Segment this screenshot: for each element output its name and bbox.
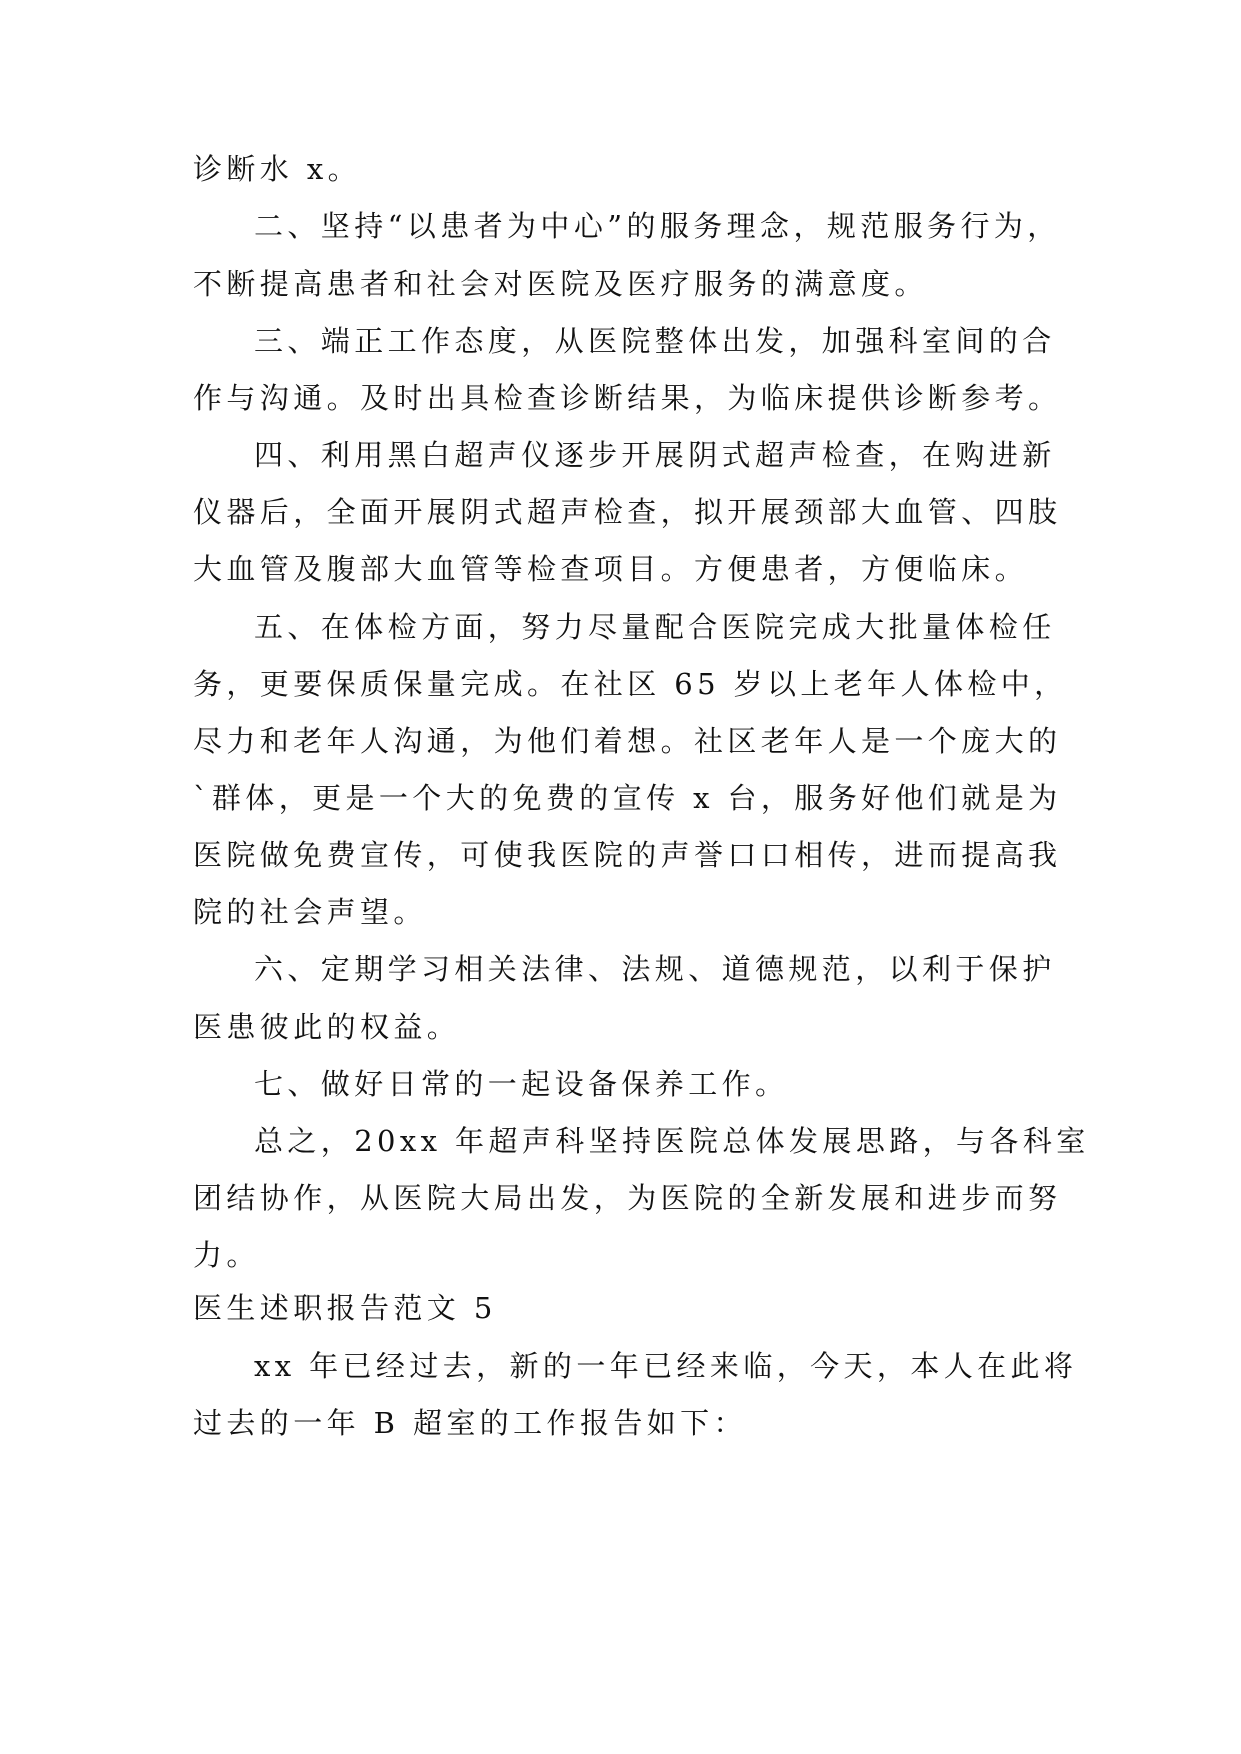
paragraph-4-start: 四、利用黑白超声仪逐步开展阴式超声检查，在购进新 xyxy=(254,438,1056,472)
text-line: 作与沟通。及时出具检查诊断结果，为临床提供诊断参考。 xyxy=(193,381,1062,415)
text-line: 院的社会声望。 xyxy=(193,895,427,929)
text-line: 医院做免费宣传，可使我医院的声誉口口相传，进而提高我 xyxy=(193,838,1062,872)
text-line: 团结协作，从医院大局出发，为医院的全新发展和进步而努 xyxy=(193,1181,1062,1215)
paragraph-2-start: 二、坚持“以患者为中心”的服务理念，规范服务行为， xyxy=(254,209,1061,243)
text-line: 尽力和老年人沟通，为他们着想。社区老年人是一个庞大的 xyxy=(193,724,1062,758)
text-line: 力。 xyxy=(193,1238,260,1272)
summary-paragraph-start: 总之，20xx 年超声科坚持医院总体发展思路，与各科室 xyxy=(254,1124,1090,1158)
text-line: `群体，更是一个大的免费的宣传 x 台，服务好他们就是为 xyxy=(193,781,1062,815)
text-line: 不断提高患者和社会对医院及医疗服务的满意度。 xyxy=(193,267,928,301)
text-line: 诊断水 x。 xyxy=(193,152,361,186)
text-line: 过去的一年 B 超室的工作报告如下： xyxy=(193,1406,747,1440)
text-line: 仪器后，全面开展阴式超声检查，拟开展颈部大血管、四肢 xyxy=(193,495,1062,529)
text-line: 务，更要保质保量完成。在社区 65 岁以上老年人体检中， xyxy=(193,667,1068,701)
section-heading: 医生述职报告范文 5 xyxy=(193,1291,497,1325)
text-line: 大血管及腹部大血管等检查项目。方便患者，方便临床。 xyxy=(193,552,1029,586)
paragraph-3-start: 三、端正工作态度，从医院整体出发，加强科室间的合 xyxy=(254,324,1056,358)
paragraph-5-start: 五、在体检方面，努力尽量配合医院完成大批量体检任 xyxy=(254,610,1056,644)
report-paragraph-start: xx 年已经过去，新的一年已经来临，今天，本人在此将 xyxy=(254,1349,1078,1383)
paragraph-6-start: 六、定期学习相关法律、法规、道德规范，以利于保护 xyxy=(254,952,1056,986)
paragraph-7-start: 七、做好日常的一起设备保养工作。 xyxy=(254,1067,789,1101)
text-line: 医患彼此的权益。 xyxy=(193,1010,461,1044)
